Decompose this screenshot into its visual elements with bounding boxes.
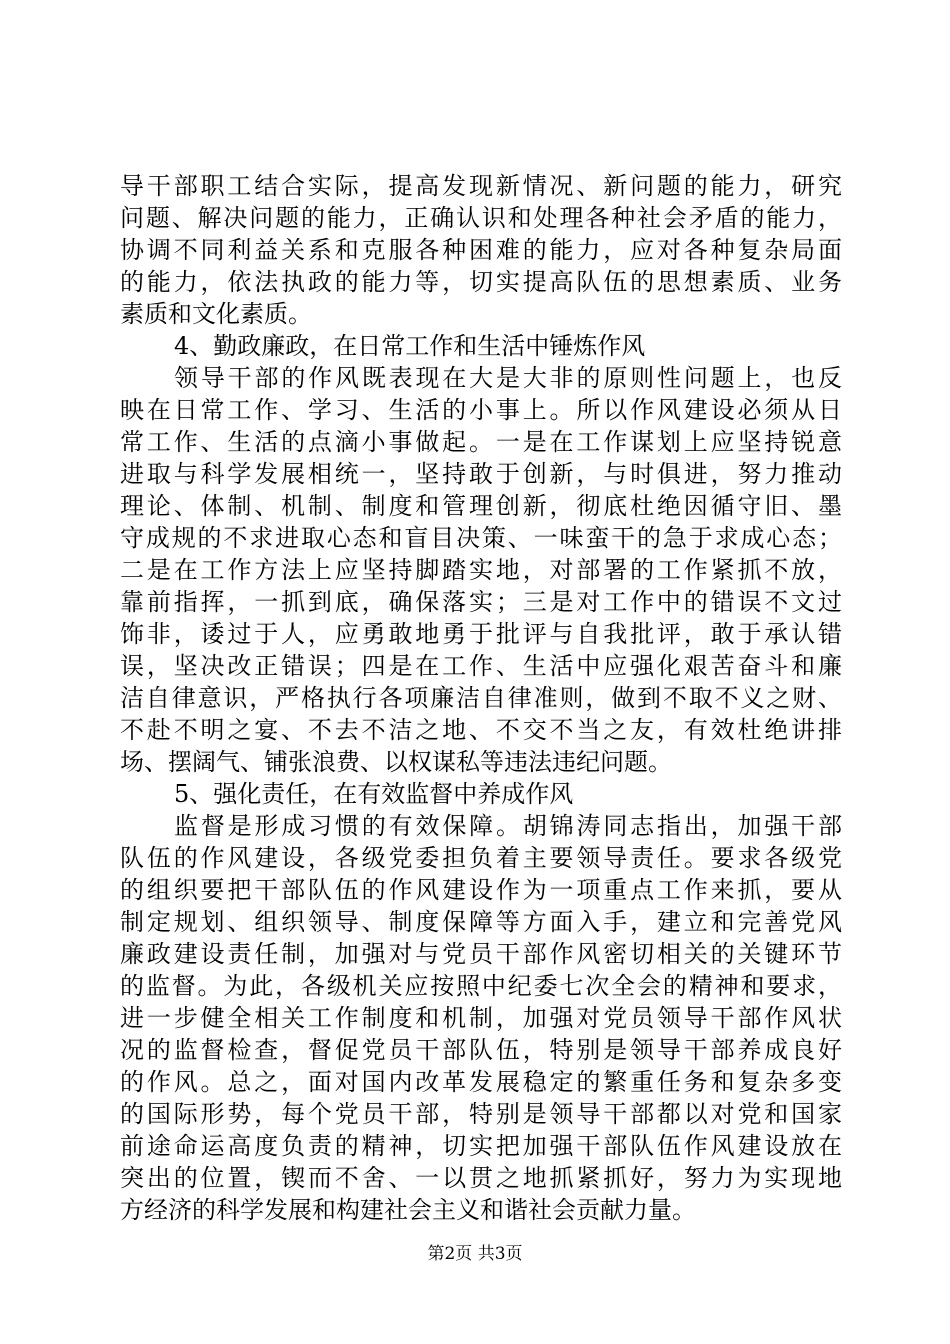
text-line: 监督是形成习惯的有效保障。胡锦涛同志指出，加强干部 [174, 812, 842, 840]
text-line: 况的监督检查，督促党员干部队伍，特别是领导干部养成良好 [120, 1036, 842, 1064]
text-line: 素质和文化素质。 [120, 300, 312, 328]
text-line: 二是在工作方法上应坚持脚踏实地，对部署的工作紧抓不放， [120, 556, 842, 584]
text-line: 的组织要把干部队伍的作风建设作为一项重点工作来抓，要从 [120, 876, 842, 904]
text-line: 的能力，依法执政的能力等，切实提高队伍的思想素质、业务 [120, 268, 842, 296]
page-footer: 第2页 共3页 [427, 1244, 523, 1264]
paragraph-section-5 [120, 810, 842, 1226]
text-line: 突出的位置，锲而不舍、一以贯之地抓紧抓好，努力为实现地 [120, 1164, 842, 1192]
text-line: 理论、体制、机制、制度和管理创新，彻底杜绝因循守旧、墨 [120, 492, 842, 520]
text-line: 方经济的科学发展和构建社会主义和谐社会贡献力量。 [120, 1196, 696, 1224]
document-body [120, 170, 842, 1226]
text-line: 饰非，诿过于人，应勇敢地勇于批评与自我批评，敢于承认错 [120, 620, 842, 648]
heading-section-5 [120, 778, 842, 810]
text-line: 场、摆阔气、铺张浪费、以权谋私等违法违纪问题。 [120, 748, 672, 776]
paragraph-section-4 [120, 362, 842, 778]
text-line: 前途命运高度负责的精神，切实把加强干部队伍作风建设放在 [120, 1132, 842, 1160]
text-line: 进一步健全相关工作制度和机制，加强对党员领导干部作风状 [120, 1004, 842, 1032]
text-line: 守成规的不求进取心态和盲目决策、一味蛮干的急于求成心态； [120, 524, 842, 552]
text-line: 制定规划、组织领导、制度保障等方面入手，建立和完善党风 [120, 908, 842, 936]
section-heading: 5、强化责任，在有效监督中养成作风 [174, 780, 574, 808]
text-line: 领导干部的作风既表现在大是大非的原则性问题上，也反 [174, 364, 842, 392]
text-line: 洁自律意识，严格执行各项廉洁自律准则，做到不取不义之财、 [120, 684, 842, 712]
text-line: 不赴不明之宴、不去不洁之地、不交不当之友，有效杜绝讲排 [120, 716, 842, 744]
heading-section-4 [120, 330, 842, 362]
text-line: 靠前指挥，一抓到底，确保落实；三是对工作中的错误不文过 [120, 588, 842, 616]
text-line: 映在日常工作、学习、生活的小事上。所以作风建设必须从日 [120, 396, 842, 424]
text-line: 常工作、生活的点滴小事做起。一是在工作谋划上应坚持锐意 [120, 428, 842, 456]
text-line: 进取与科学发展相统一，坚持敢于创新，与时俱进，努力推动 [120, 460, 842, 488]
text-line: 廉政建设责任制，加强对与党员干部作风密切相关的关键环节 [120, 940, 842, 968]
text-line: 的监督。为此，各级机关应按照中纪委七次全会的精神和要求， [120, 972, 842, 1000]
text-line: 协调不同利益关系和克服各种困难的能力，应对各种复杂局面 [120, 236, 842, 264]
text-line: 问题、解决问题的能力，正确认识和处理各种社会矛盾的能力， [120, 204, 842, 232]
text-line: 队伍的作风建设，各级党委担负着主要领导责任。要求各级党 [120, 844, 842, 872]
text-line: 的作风。总之，面对国内改革发展稳定的繁重任务和复杂多变 [120, 1068, 842, 1096]
text-line: 导干部职工结合实际，提高发现新情况、新问题的能力，研究 [120, 172, 842, 200]
paragraph-capabilities [120, 170, 842, 330]
text-line: 的国际形势，每个党员干部，特别是领导干部都以对党和国家 [120, 1100, 842, 1128]
text-line: 误，坚决改正错误；四是在工作、生活中应强化艰苦奋斗和廉 [120, 652, 842, 680]
section-heading: 4、勤政廉政，在日常工作和生活中锤炼作风 [174, 332, 646, 360]
